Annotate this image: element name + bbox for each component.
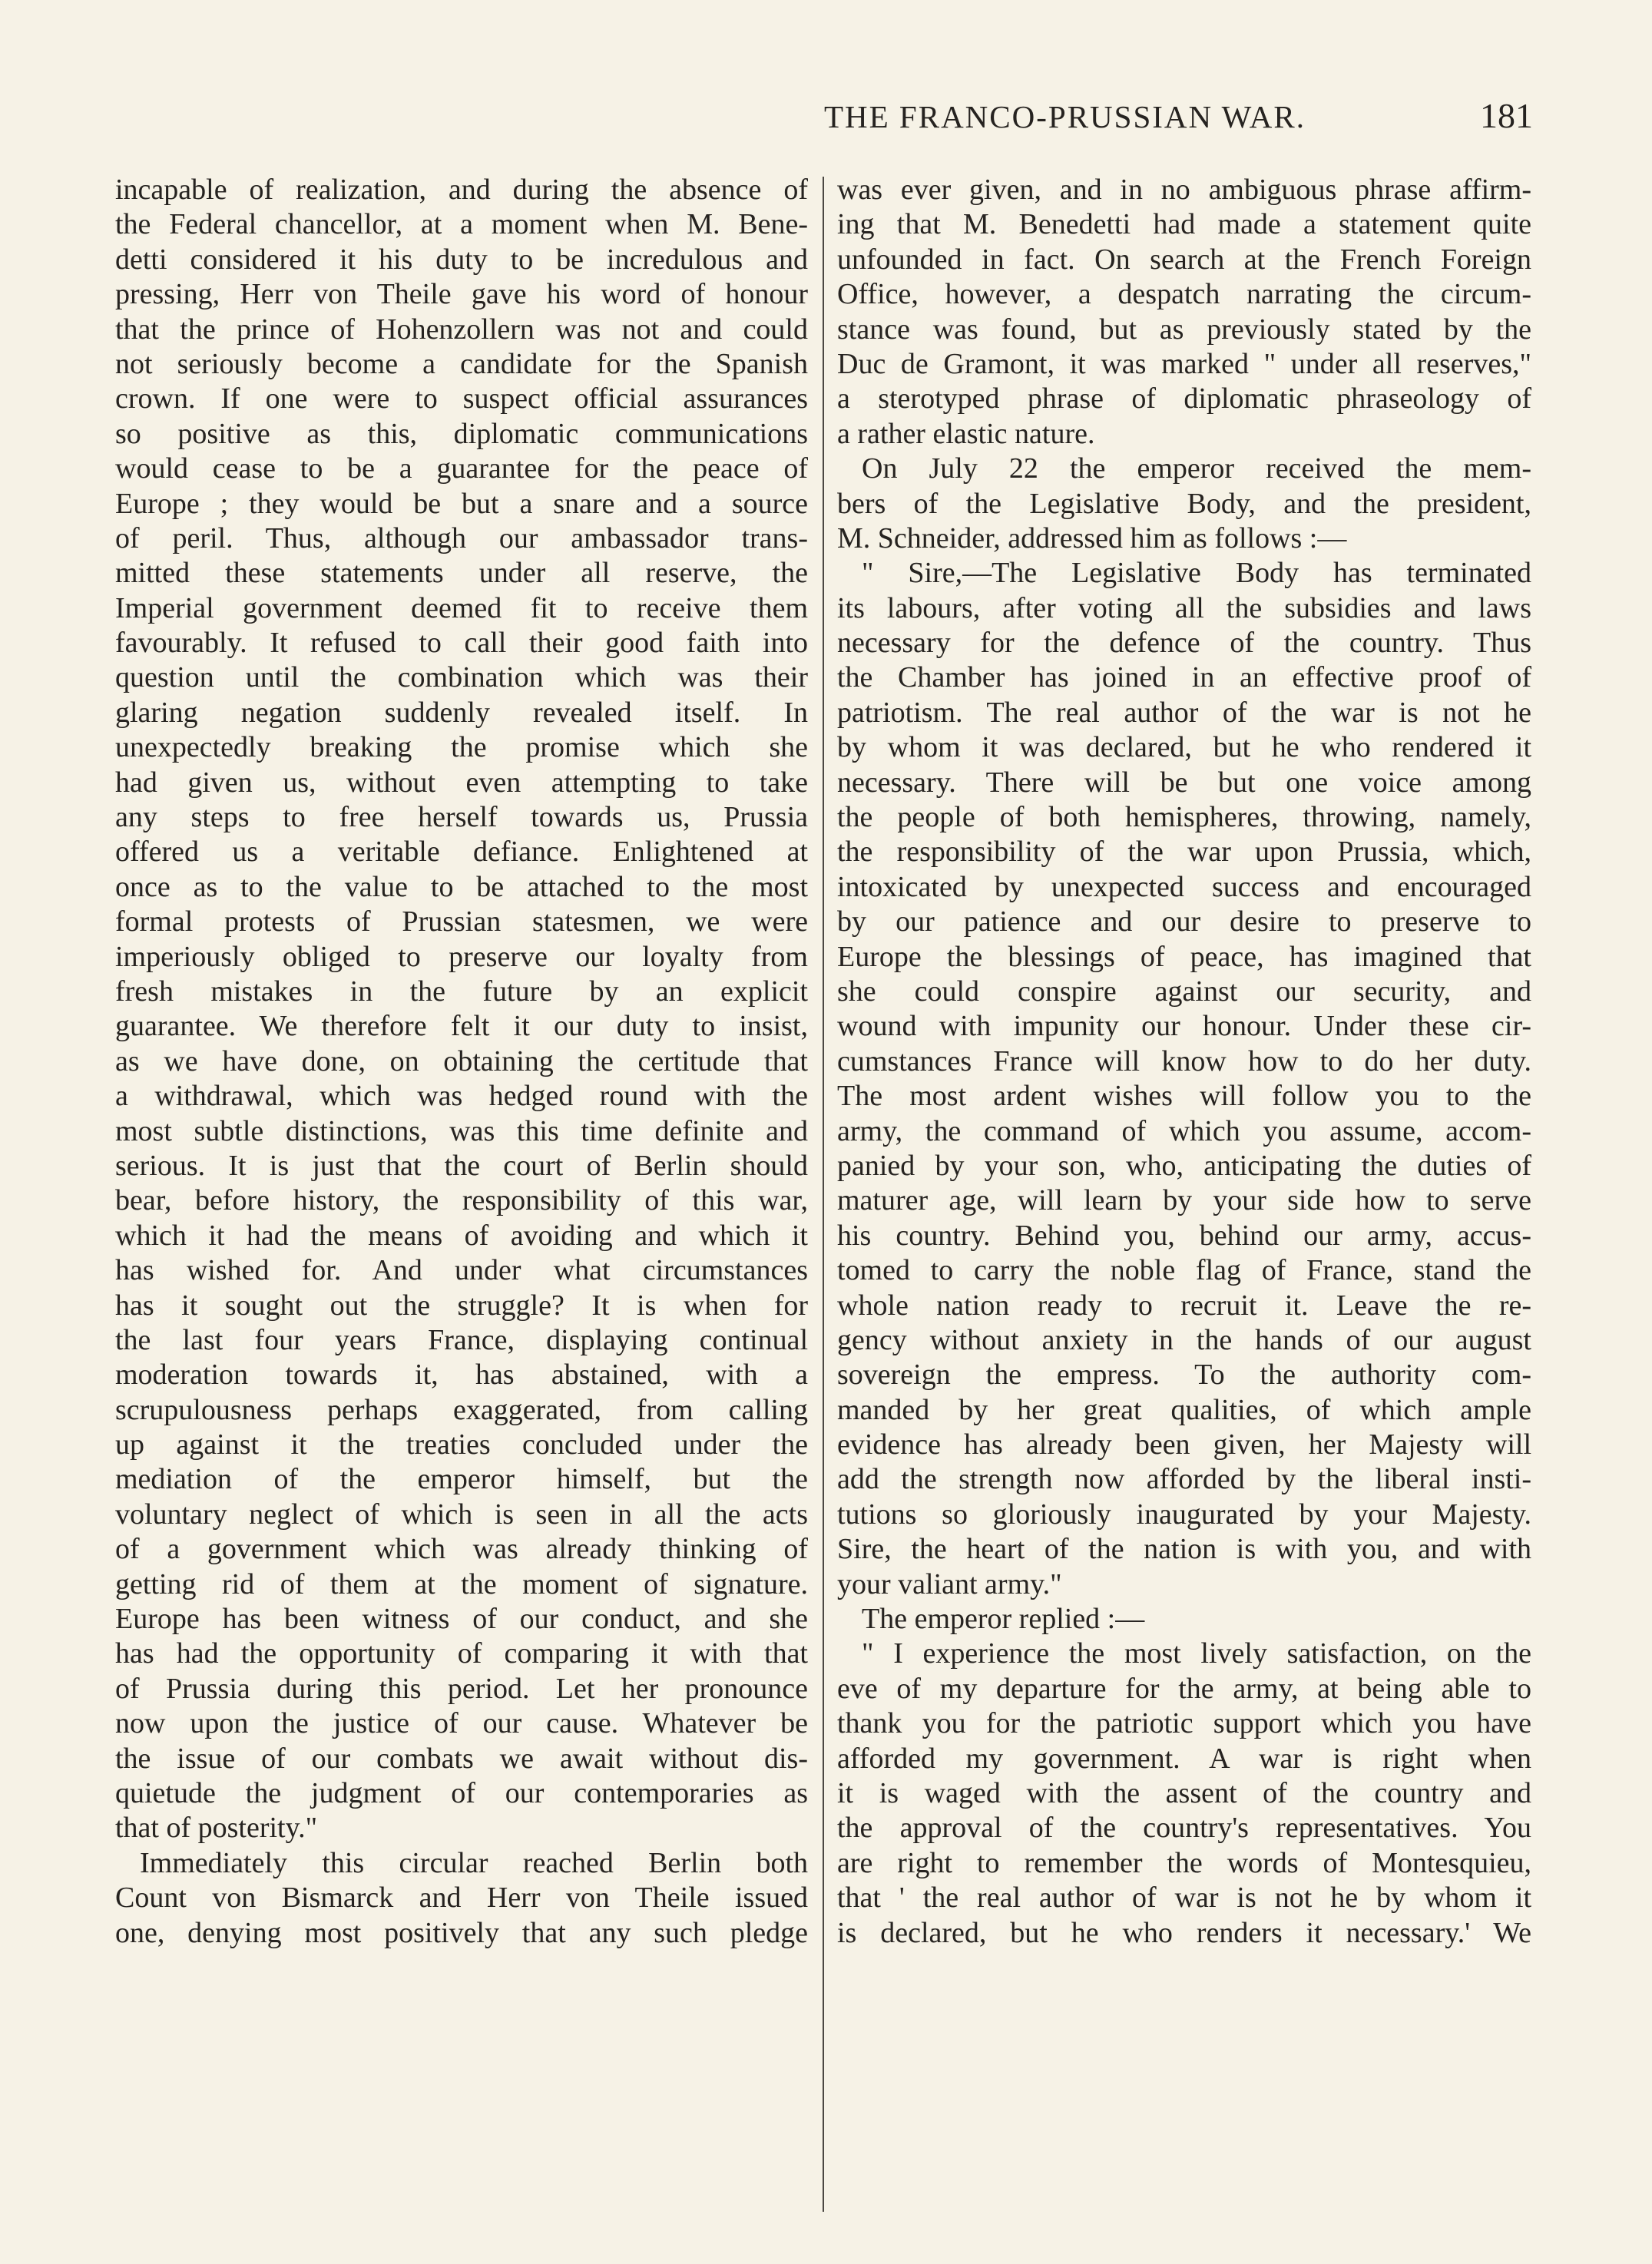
text-line: the approval of the country's representatives. You [837,1812,1531,1845]
text-line: manded by her great qualities, of which ample [837,1393,1531,1426]
text-line: tomed to carry the noble flag of France, stand the [837,1254,1531,1287]
text-line: Office, however, a despatch narrating the circum- [837,278,1531,311]
text-line: by our patience and our desire to preserve to [837,905,1531,938]
text-line: On July 22 the emperor received the mem- [862,452,1531,485]
text-line: tutions so gloriously inaugurated by your Majesty. [837,1498,1531,1531]
text-line: pressing, Herr von Theile gave his word of honour [115,278,808,311]
column-divider [823,177,824,2212]
text-line: Immediately this circular reached Berlin both [140,1846,808,1879]
text-line: The most ardent wishes will follow you to the [837,1080,1531,1113]
text-line: afforded my government. A war is right when [837,1742,1531,1775]
page-number: 181 [1480,96,1533,135]
text-line: it is waged with the assent of the country and [837,1776,1531,1809]
text-line: necessary. There will be but one voice among [837,766,1531,799]
text-line: The emperor replied :— [862,1603,1145,1636]
text-line: necessary for the defence of the country. Thus [837,627,1531,660]
text-line: Sire, the heart of the nation is with you, and with [837,1533,1531,1566]
text-line: panied by your son, who, anticipating the duties of [837,1149,1531,1182]
text-line: any steps to free herself towards us, Prussia [115,801,808,834]
text-line: detti considered it his duty to be incredulous and [115,243,808,276]
text-line: she could conspire against our security, and [837,975,1531,1008]
right-column [837,173,1531,1951]
text-line: maturer age, will learn by your side how to serve [837,1184,1531,1217]
text-line: M. Schneider, addressed him as follows :— [837,521,1347,554]
text-line: the last four years France, displaying continual [115,1323,808,1356]
running-title: THE FRANCO-PRUSSIAN WAR. [823,99,1306,134]
text-line: fresh mistakes in the future by an explicit [115,975,808,1008]
text-line: moderation towards it, has abstained, with a [115,1359,808,1392]
text-line: crown. If one were to suspect official assurances [115,382,808,415]
text-line: now upon the justice of our cause. Whatever be [115,1707,808,1740]
text-line: Duc de Gramont, it was marked " under all reserves," [837,347,1531,380]
text-line: " Sire,—The Legislative Body has terminated [862,557,1531,590]
text-line: getting rid of them at the moment of signature. [115,1567,808,1600]
text-line: voluntary neglect of which is seen in all the acts [115,1498,808,1531]
text-line: that the prince of Hohenzollern was not and could [115,313,808,346]
text-line: the people of both hemispheres, throwing, namely, [837,801,1531,834]
text-line: Count von Bismarck and Herr von Theile issued [115,1882,808,1915]
text-line: unfounded in fact. On search at the French Foreign [837,243,1531,276]
text-line: evidence has already been given, her Majesty will [837,1428,1531,1461]
text-line: guarantee. We therefore felt it our duty to insist, [115,1010,808,1043]
text-line: are right to remember the words of Montesquieu, [837,1846,1531,1879]
text-line: has had the opportunity of comparing it with that [115,1637,808,1670]
text-line: favourably. It refused to call their good faith into [115,627,808,660]
text-line: whole nation ready to recruit it. Leave the re- [837,1289,1531,1322]
text-line: that of posterity." [115,1812,318,1845]
text-line: of a government which was already thinking of [115,1533,808,1566]
text-line: the responsibility of the war upon Prussia, which, [837,836,1531,869]
text-line: formal protests of Prussian statesmen, we were [115,905,808,938]
text-line: thank you for the patriotic support which you have [837,1707,1531,1740]
text-line: eve of my departure for the army, at being able to [837,1672,1531,1705]
text-line: as we have done, on obtaining the certitude that [115,1044,808,1077]
text-line: a withdrawal, which was hedged round with the [115,1080,808,1113]
text-line: offered us a veritable defiance. Enlightened at [115,836,808,869]
text-line: imperiously obliged to preserve our loyalty from [115,940,808,973]
text-line: of Prussia during this period. Let her pronounce [115,1672,808,1705]
text-line: incapable of realization, and during the absence of [115,174,808,206]
text-line: ing that M. Benedetti had made a statement quite [837,208,1531,241]
text-line: wound with impunity our honour. Under these cir- [837,1010,1531,1043]
text-line: its labours, after voting all the subsidies and laws [837,591,1531,624]
text-line: add the strength now afforded by the liberal insti- [837,1463,1531,1496]
text-line: has it sought out the struggle? It is when for [115,1289,808,1322]
text-line: army, the command of which you assume, accom- [837,1114,1531,1147]
text-line: glaring negation suddenly revealed itself. In [115,696,808,729]
text-line: your valiant army." [837,1567,1062,1600]
text-line: one, denying most positively that any such pledge [115,1916,808,1949]
text-line: the Chamber has joined in an effective proof of [837,661,1531,694]
text-line: scrupulousness perhaps exaggerated, from calling [115,1393,808,1426]
text-line: so positive as this, diplomatic communications [115,417,808,450]
text-line: was ever given, and in no ambiguous phrase affirm- [837,174,1531,206]
text-line: by whom it was declared, but he who rendered it [837,731,1531,764]
text-line: the issue of our combats we await without dis- [115,1742,808,1775]
text-line: has wished for. And under what circumstances [115,1254,808,1287]
text-line: question until the combination which was their [115,661,808,694]
text-line: had given us, without even attempting to take [115,766,808,799]
text-line: quietude the judgment of our contemporaries as [115,1776,808,1809]
text-line: sovereign the empress. To the authority com- [837,1359,1531,1392]
text-line: mediation of the emperor himself, but the [115,1463,808,1496]
text-line: bear, before history, the responsibility of this war, [115,1184,808,1217]
text-line: not seriously become a candidate for the Spanish [115,347,808,380]
text-line: serious. It is just that the court of Berlin should [115,1149,808,1182]
text-line: would cease to be a guarantee for the peace of [115,452,808,485]
text-line: intoxicated by unexpected success and encouraged [837,870,1531,903]
text-line: is declared, but he who renders it necessary.' We [837,1916,1531,1949]
text-line: which it had the means of avoiding and which it [115,1219,808,1252]
text-line: Europe the blessings of peace, has imagined that [837,940,1531,973]
text-line: bers of the Legislative Body, and the president, [837,487,1531,520]
text-line: " I experience the most lively satisfaction, on the [862,1637,1531,1670]
text-line: unexpectedly breaking the promise which she [115,731,808,764]
left-column [115,173,808,1951]
text-line: Imperial government deemed fit to receive them [115,591,808,624]
text-line: a rather elastic nature. [837,417,1095,450]
text-line: of peril. Thus, although our ambassador trans- [115,521,808,554]
text-line: patriotism. The real author of the war is not he [837,696,1531,729]
text-line: once as to the value to be attached to the most [115,870,808,903]
text-line: a sterotyped phrase of diplomatic phraseology of [837,382,1531,415]
text-line: his country. Behind you, behind our army, accus- [837,1219,1531,1252]
text-line: stance was found, but as previously stated by the [837,313,1531,346]
text-line: the Federal chancellor, at a moment when M. Bene- [115,208,808,241]
text-line: mitted these statements under all reserve, the [115,557,808,590]
text-line: Europe ; they would be but a snare and a source [115,487,808,520]
text-line: up against it the treaties concluded under the [115,1428,808,1461]
text-line: cumstances France will know how to do her duty. [837,1044,1531,1077]
text-line: gency without anxiety in the hands of our august [837,1323,1531,1356]
text-line: that ' the real author of war is not he by whom it [837,1882,1531,1915]
text-line: most subtle distinctions, was this time definite and [115,1114,808,1147]
text-line: Europe has been witness of our conduct, and she [115,1603,808,1636]
